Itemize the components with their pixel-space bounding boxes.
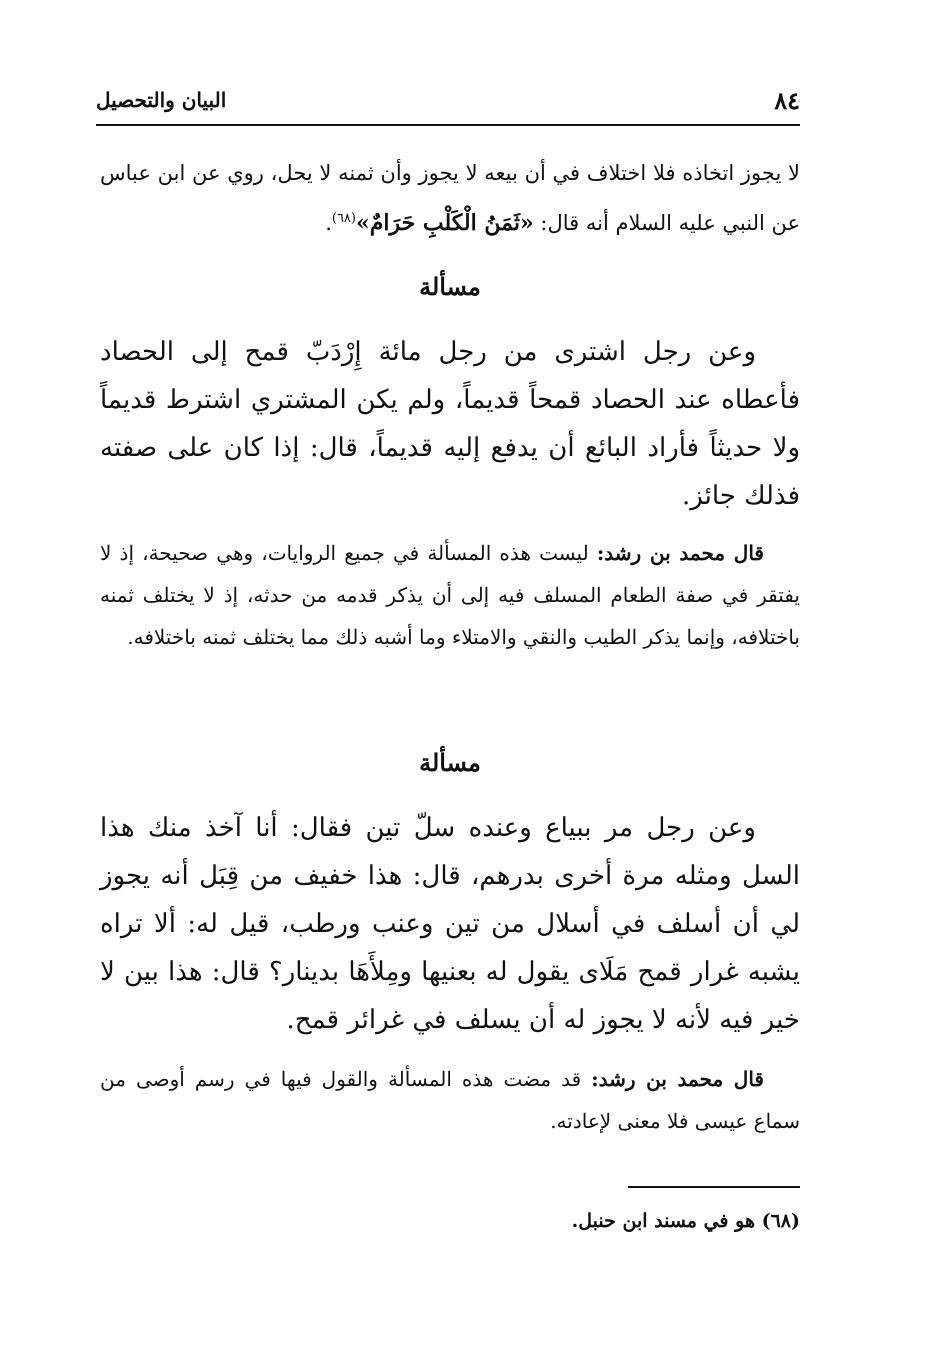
commentary-speaker: قال محمد بن رشد: (591, 1067, 764, 1091)
footnote-reference: (٦٨) (331, 211, 356, 226)
page-header (96, 80, 800, 126)
intro-end: . (325, 211, 332, 235)
commentary-speaker: قال محمد بن رشد: (596, 541, 764, 565)
section-1-commentary (100, 532, 800, 658)
footnote: (٦٨) هو في مسند ابن حنبل. (571, 1210, 800, 1232)
section-1-paragraph: وعن رجل اشترى من رجل مائة إِرْدَبّ قمح إلى الحصاد فأعطاه عند الحصاد قمحاً قديماً، ولم يكن المشتري اشترط قديماً ولا حديثاً فأراد البائع أن يدفع إليه قديماً، قال: إذا كان على صفته فذلك جائز. (100, 337, 800, 511)
section-1-text (100, 328, 800, 520)
intro-paragraph (100, 150, 800, 246)
intro-text: لا يجوز اتخاذه فلا اختلاف في أن بيعه لا يجوز وأن ثمنه لا يحل، روي عن ابن عباس عن النبي عليه السلام أنه قال: (100, 161, 800, 235)
running-title: البيان والتحصيل (96, 88, 227, 112)
page-number: ٨٤ (774, 86, 800, 115)
section-heading-1: مسألة (419, 272, 481, 301)
hadith-quote: «ثَمَنُ الْكَلْبِ حَرَامٌ» (356, 210, 534, 236)
section-heading-2: مسألة (419, 748, 481, 777)
section-2-text (100, 804, 800, 1044)
commentary-text: ليست هذه المسألة في جميع الروايات، وهي صحيحة، إذ لا يفتقر في صفة الطعام المسلف فيه إلى أن يذكر قدمه من حدثه، إذ لا يختلف ثمنه باختلافه، وإنما يذكر الطيب والنقي والامتلاء وما أشبه ذلك مما يختلف ثمنه باختلافه. (100, 541, 800, 649)
commentary-text: قد مضت هذه المسألة والقول فيها في رسم أوصى من سماع عيسى فلا معنى لإعادته. (100, 1067, 800, 1133)
section-2-commentary (100, 1058, 800, 1142)
section-2-paragraph: وعن رجل مر ببياع وعنده سلّ تين فقال: أنا آخذ منك هذا السل ومثله مرة أخرى بدرهم، قال: هذا خفيف من قِبَل أنه يجوز لي أن أسلف في أسلال من تين وعنب ورطب، قيل له: ألا تراه يشبه غرار قمح مَلَاى يقول له بعنيها ومِلأَهَا بدينار؟ قال: هذا بين لا خير فيه لأنه لا يجوز له أن يسلف في غرائر قمح. (100, 813, 800, 1035)
footnote-divider (628, 1186, 800, 1188)
